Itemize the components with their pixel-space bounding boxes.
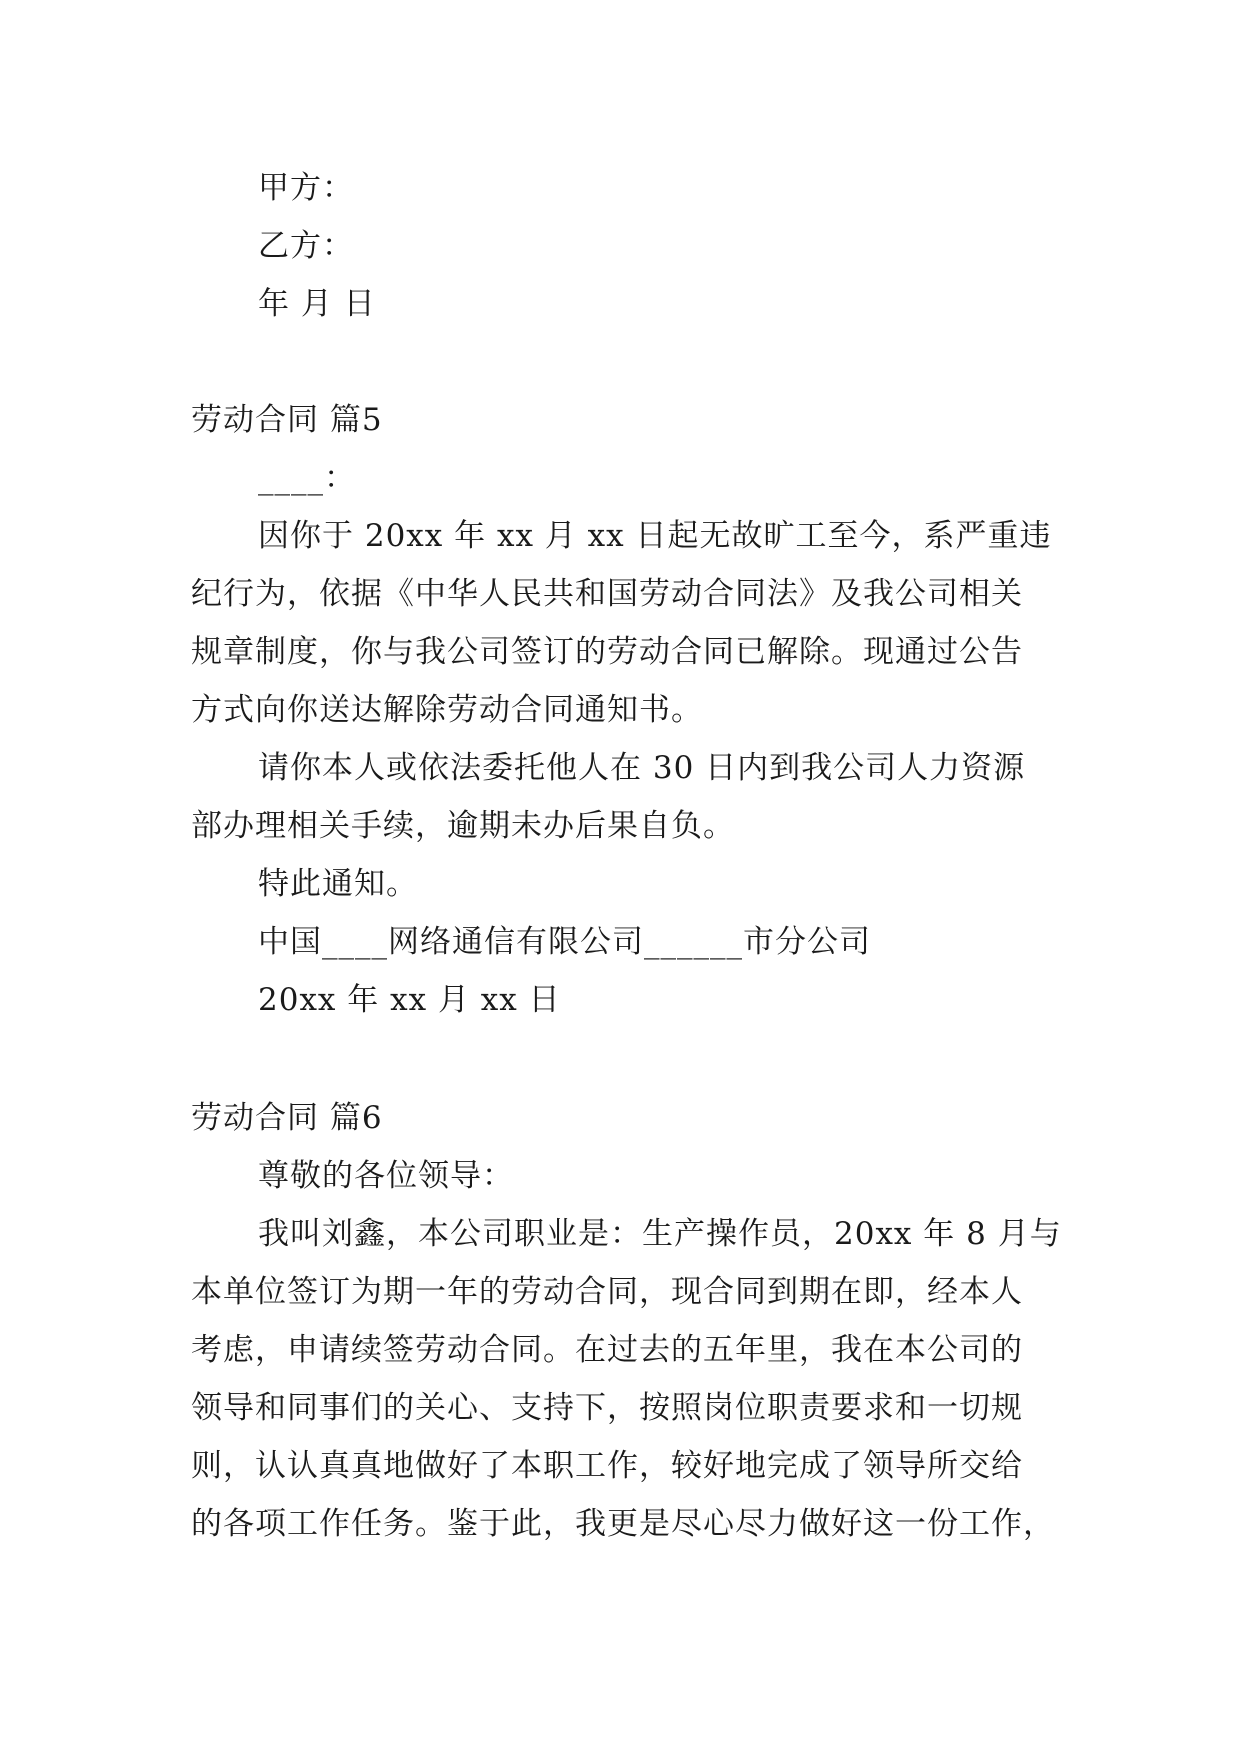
section5-para1-line: 因你于 20xx 年 xx 月 xx 日起无故旷工至今，系严重违 xyxy=(258,518,1052,554)
section5-heading: 劳动合同 篇5 xyxy=(191,402,383,438)
section6-para1-line: 我叫刘鑫，本公司职业是：生产操作员，20xx 年 8 月与 xyxy=(258,1216,1062,1252)
party-a-label: 甲方： xyxy=(258,170,354,206)
section6-para1-line: 领导和同事们的关心、支持下，按照岗位职责要求和一切规 xyxy=(191,1390,1023,1426)
section5-company: 中国____网络通信有限公司______市分公司 xyxy=(258,924,871,960)
section6-heading: 劳动合同 篇6 xyxy=(191,1100,383,1136)
section5-date: 20xx 年 xx 月 xx 日 xyxy=(258,982,561,1018)
signature-date: 年 月 日 xyxy=(258,286,376,322)
section5-para1-line: 规章制度，你与我公司签订的劳动合同已解除。现通过公告 xyxy=(191,634,1023,670)
section6-para1-line: 本单位签订为期一年的劳动合同，现合同到期在即，经本人 xyxy=(191,1274,1023,1310)
section5-closing: 特此通知。 xyxy=(258,866,418,902)
section5-para1-line: 纪行为，依据《中华人民共和国劳动合同法》及我公司相关 xyxy=(191,576,1023,612)
section6-salutation: 尊敬的各位领导： xyxy=(258,1158,514,1194)
section5-addressee: ____： xyxy=(258,460,356,496)
section6-para1-line: 考虑，申请续签劳动合同。在过去的五年里，我在本公司的 xyxy=(191,1332,1023,1368)
party-b-label: 乙方： xyxy=(258,228,354,264)
section5-para2-line: 部办理相关手续，逾期未办后果自负。 xyxy=(191,808,735,844)
section5-para1-line: 方式向你送达解除劳动合同通知书。 xyxy=(191,692,703,728)
section6-para1-line: 则，认认真真地做好了本职工作，较好地完成了领导所交给 xyxy=(191,1448,1023,1484)
section5-para2-line: 请你本人或依法委托他人在 30 日内到我公司人力资源 xyxy=(258,750,1026,786)
section6-para1-line: 的各项工作任务。鉴于此，我更是尽心尽力做好这一份工作， xyxy=(191,1506,1055,1542)
